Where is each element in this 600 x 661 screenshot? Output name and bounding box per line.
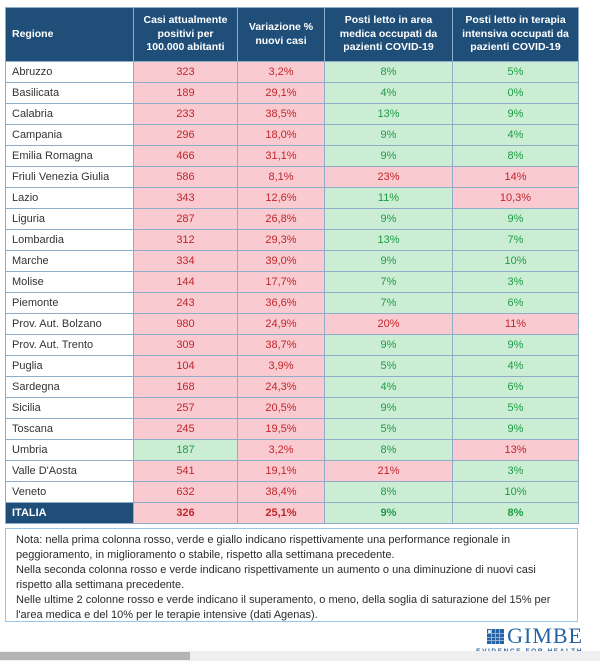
- value-cell: 287: [134, 209, 238, 230]
- header-row: [6, 8, 579, 62]
- value-cell: 104: [134, 356, 238, 377]
- value-cell: 10,3%: [453, 188, 579, 209]
- header-casi-positivi: Casi attualmente positivi per 100.000 abitanti: [134, 8, 238, 62]
- gimbe-grid-logo-icon: [487, 629, 504, 644]
- value-cell: 36,6%: [238, 293, 325, 314]
- value-cell: 3%: [453, 461, 579, 482]
- value-cell: 312: [134, 230, 238, 251]
- value-cell: 326: [134, 503, 238, 524]
- table-row: [6, 461, 579, 482]
- value-cell: 243: [134, 293, 238, 314]
- value-cell: 20,5%: [238, 398, 325, 419]
- value-cell: 38,4%: [238, 482, 325, 503]
- region-cell: Umbria: [6, 440, 134, 461]
- value-cell: 12,6%: [238, 188, 325, 209]
- value-cell: 9%: [325, 503, 453, 524]
- value-cell: 29,1%: [238, 83, 325, 104]
- value-cell: 9%: [325, 125, 453, 146]
- value-cell: 8%: [453, 503, 579, 524]
- value-cell: 4%: [453, 125, 579, 146]
- note-box: [5, 528, 578, 622]
- value-cell: 4%: [325, 83, 453, 104]
- region-cell: Lombardia: [6, 230, 134, 251]
- value-cell: 13%: [453, 440, 579, 461]
- value-cell: 39,0%: [238, 251, 325, 272]
- value-cell: 233: [134, 104, 238, 125]
- region-cell: Friuli Venezia Giulia: [6, 167, 134, 188]
- table-header: [6, 8, 579, 62]
- value-cell: 7%: [453, 230, 579, 251]
- value-cell: 26,8%: [238, 209, 325, 230]
- value-cell: 8,1%: [238, 167, 325, 188]
- value-cell: 980: [134, 314, 238, 335]
- value-cell: 19,5%: [238, 419, 325, 440]
- header-terapia-intensiva: Posti letto in terapia intensiva occupati da pazienti COVID-19: [453, 8, 579, 62]
- table-row: [6, 314, 579, 335]
- value-cell: 541: [134, 461, 238, 482]
- table-row: [6, 356, 579, 377]
- value-cell: 245: [134, 419, 238, 440]
- value-cell: 23%: [325, 167, 453, 188]
- value-cell: 11%: [325, 188, 453, 209]
- table-row: [6, 440, 579, 461]
- note-line-1: Nota: nella prima colonna rosso, verde e giallo indicano rispettivamente una performance regionale in peggioramento, in miglioramento o stabile, rispetto alla settimana precedente.: [16, 534, 511, 561]
- region-cell: ITALIA: [6, 503, 134, 524]
- value-cell: 3%: [453, 272, 579, 293]
- value-cell: 4%: [453, 356, 579, 377]
- value-cell: 18,0%: [238, 125, 325, 146]
- value-cell: 38,5%: [238, 104, 325, 125]
- value-cell: 9%: [325, 209, 453, 230]
- table-row: [6, 83, 579, 104]
- value-cell: 9%: [453, 209, 579, 230]
- value-cell: 0%: [453, 83, 579, 104]
- value-cell: 13%: [325, 104, 453, 125]
- value-cell: 9%: [453, 335, 579, 356]
- table-row: [6, 398, 579, 419]
- value-cell: 296: [134, 125, 238, 146]
- header-variazione: Variazione % nuovi casi: [238, 8, 325, 62]
- value-cell: 5%: [325, 356, 453, 377]
- header-regione: Regione: [6, 8, 134, 62]
- table-row: [6, 293, 579, 314]
- value-cell: 10%: [453, 251, 579, 272]
- value-cell: 189: [134, 83, 238, 104]
- region-cell: Sicilia: [6, 398, 134, 419]
- value-cell: 8%: [325, 482, 453, 503]
- value-cell: 6%: [453, 377, 579, 398]
- value-cell: 13%: [325, 230, 453, 251]
- region-cell: Piemonte: [6, 293, 134, 314]
- value-cell: 168: [134, 377, 238, 398]
- region-cell: Puglia: [6, 356, 134, 377]
- region-cell: Veneto: [6, 482, 134, 503]
- region-cell: Marche: [6, 251, 134, 272]
- value-cell: 4%: [325, 377, 453, 398]
- value-cell: 17,7%: [238, 272, 325, 293]
- value-cell: 9%: [325, 335, 453, 356]
- region-cell: Campania: [6, 125, 134, 146]
- region-cell: Sardegna: [6, 377, 134, 398]
- value-cell: 343: [134, 188, 238, 209]
- region-cell: Abruzzo: [6, 62, 134, 83]
- header-area-medica: Posti letto in area medica occupati da pazienti COVID-19: [325, 8, 453, 62]
- table-row: [6, 419, 579, 440]
- region-cell: Lazio: [6, 188, 134, 209]
- region-cell: Prov. Aut. Bolzano: [6, 314, 134, 335]
- value-cell: 5%: [453, 398, 579, 419]
- note-line-3: Nelle ultime 2 colonne rosso e verde indicano il superamento, o meno, della soglia di saturazione del 15% per l'area medica e del 10% per le terapie intensive (dati Agenas).: [16, 594, 551, 621]
- table-row: [6, 482, 579, 503]
- value-cell: 586: [134, 167, 238, 188]
- value-cell: 29,3%: [238, 230, 325, 251]
- value-cell: 25,1%: [238, 503, 325, 524]
- logo-wordmark: GIMBE: [507, 623, 583, 648]
- horizontal-scrollbar[interactable]: [0, 651, 600, 661]
- value-cell: 9%: [453, 104, 579, 125]
- table-row-total: [6, 503, 579, 524]
- value-cell: 323: [134, 62, 238, 83]
- value-cell: 9%: [325, 146, 453, 167]
- value-cell: 8%: [453, 146, 579, 167]
- table-row: [6, 230, 579, 251]
- value-cell: 3,2%: [238, 440, 325, 461]
- region-cell: Calabria: [6, 104, 134, 125]
- value-cell: 11%: [453, 314, 579, 335]
- value-cell: 466: [134, 146, 238, 167]
- value-cell: 38,7%: [238, 335, 325, 356]
- value-cell: 3,2%: [238, 62, 325, 83]
- table-row: [6, 272, 579, 293]
- value-cell: 21%: [325, 461, 453, 482]
- value-cell: 5%: [325, 419, 453, 440]
- value-cell: 9%: [325, 398, 453, 419]
- value-cell: 7%: [325, 293, 453, 314]
- value-cell: 10%: [453, 482, 579, 503]
- value-cell: 20%: [325, 314, 453, 335]
- covid-region-table: [5, 7, 579, 524]
- value-cell: 24,3%: [238, 377, 325, 398]
- table-row: [6, 209, 579, 230]
- value-cell: 334: [134, 251, 238, 272]
- scrollbar-thumb[interactable]: [0, 652, 190, 660]
- note-line-2: Nella seconda colonna rosso e verde indicano rispettivamente un aumento o una diminuzione di nuovi casi rispetto alla settimana precedente.: [16, 564, 536, 591]
- table-row: [6, 104, 579, 125]
- region-cell: Toscana: [6, 419, 134, 440]
- value-cell: 19,1%: [238, 461, 325, 482]
- value-cell: 31,1%: [238, 146, 325, 167]
- table-row: [6, 146, 579, 167]
- value-cell: 309: [134, 335, 238, 356]
- table-row: [6, 62, 579, 83]
- region-cell: Prov. Aut. Trento: [6, 335, 134, 356]
- table-row: [6, 335, 579, 356]
- value-cell: 632: [134, 482, 238, 503]
- table-row: [6, 377, 579, 398]
- value-cell: 14%: [453, 167, 579, 188]
- value-cell: 8%: [325, 440, 453, 461]
- region-cell: Liguria: [6, 209, 134, 230]
- value-cell: 187: [134, 440, 238, 461]
- value-cell: 9%: [325, 251, 453, 272]
- table-body: [6, 62, 579, 524]
- value-cell: 8%: [325, 62, 453, 83]
- table-row: [6, 125, 579, 146]
- value-cell: 24,9%: [238, 314, 325, 335]
- table-row: [6, 167, 579, 188]
- value-cell: 6%: [453, 293, 579, 314]
- value-cell: 5%: [453, 62, 579, 83]
- region-cell: Valle D'Aosta: [6, 461, 134, 482]
- region-cell: Emilia Romagna: [6, 146, 134, 167]
- value-cell: 257: [134, 398, 238, 419]
- region-cell: Molise: [6, 272, 134, 293]
- value-cell: 144: [134, 272, 238, 293]
- value-cell: 7%: [325, 272, 453, 293]
- value-cell: 9%: [453, 419, 579, 440]
- region-cell: Basilicata: [6, 83, 134, 104]
- table-row: [6, 251, 579, 272]
- value-cell: 3,9%: [238, 356, 325, 377]
- table-row: [6, 188, 579, 209]
